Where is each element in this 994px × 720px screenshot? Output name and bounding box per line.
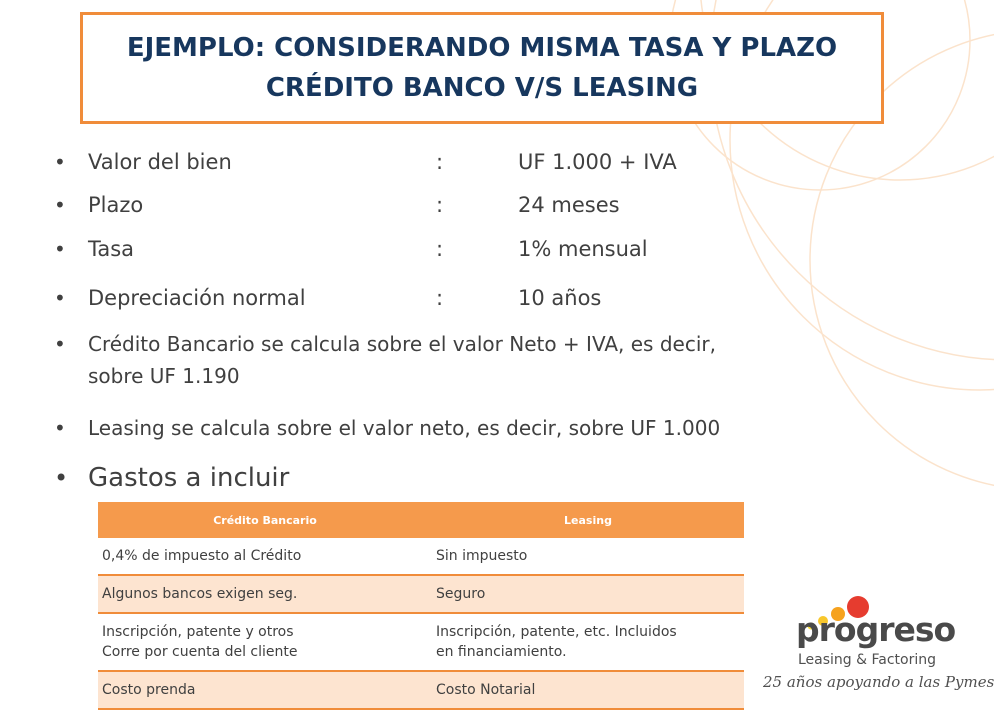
detail-value: 10 años — [518, 286, 602, 310]
title-line-2: CRÉDITO BANCO V/S LEASING — [265, 73, 699, 103]
cell-text: Algunos bancos exigen seg. — [102, 586, 298, 602]
detail-item-depreciacion — [50, 284, 601, 312]
gastos-table — [98, 502, 744, 710]
detail-item-plazo — [50, 191, 620, 219]
table-cell — [98, 575, 432, 613]
table-row — [98, 538, 744, 575]
detail-separator: : — [436, 286, 444, 310]
title-line-1: EJEMPLO: CONSIDERANDO MISMA TASA Y PLAZO — [126, 33, 838, 63]
table-cell — [98, 613, 432, 671]
cell-text: Costo prenda — [102, 682, 196, 698]
title-box — [80, 12, 884, 124]
detail-separator: : — [436, 193, 444, 217]
bullet-icon: • — [54, 237, 66, 261]
table-row — [98, 575, 744, 613]
logo-subtitle: Leasing & Factoring — [798, 652, 937, 668]
detail-separator: : — [436, 150, 444, 174]
bullet-icon: • — [54, 193, 66, 217]
detail-value: 24 meses — [518, 193, 620, 217]
detail-separator: : — [436, 237, 444, 261]
table-header-row — [98, 502, 744, 538]
cell-text: Inscripción, patente, etc. Incluidos — [436, 624, 677, 640]
table-cell — [432, 613, 744, 671]
logo-name: progreso — [796, 610, 956, 649]
detail-value: UF 1.000 + IVA — [518, 150, 677, 174]
cell-text: Inscripción, patente y otros — [102, 624, 294, 640]
header-leasing: Leasing — [432, 502, 744, 538]
note-leasing — [50, 414, 968, 442]
table-cell — [98, 538, 432, 575]
cell-text: Seguro — [436, 586, 486, 602]
detail-item-tasa — [50, 235, 648, 263]
note-line: Crédito Bancario se calcula sobre el valor Neto + IVA, es decir, — [88, 332, 716, 356]
bullet-icon: • — [54, 416, 66, 440]
detail-label: Plazo — [88, 193, 144, 217]
bullet-icon: • — [54, 332, 66, 356]
header-credito: Crédito Bancario — [98, 502, 432, 538]
detail-label: Depreciación normal — [88, 286, 306, 310]
table-row — [98, 671, 744, 709]
cell-text: 0,4% de impuesto al Crédito — [102, 548, 302, 564]
detail-label: Valor del bien — [88, 150, 232, 174]
cell-text: Corre por cuenta del cliente — [102, 644, 298, 660]
cell-text: Sin impuesto — [436, 548, 528, 564]
cell-text: en financiamiento. — [436, 644, 567, 660]
table-cell — [432, 538, 744, 575]
table-cell — [432, 671, 744, 709]
detail-label: Tasa — [88, 237, 135, 261]
bullet-icon: • — [54, 286, 66, 310]
table-cell — [98, 671, 432, 709]
note-gastos — [50, 462, 688, 494]
note-credito-bancario — [50, 330, 968, 390]
table-row — [98, 613, 744, 671]
table-cell — [432, 575, 744, 613]
gastos-heading: Gastos a incluir — [88, 463, 290, 493]
bullet-icon: • — [54, 150, 66, 174]
cell-text: Costo Notarial — [436, 682, 536, 698]
note-line: sobre UF 1.190 — [88, 364, 240, 388]
detail-value: 1% mensual — [518, 237, 648, 261]
progreso-logo — [758, 595, 994, 705]
logo-tagline: 25 años apoyando a las Pymes — [763, 673, 994, 691]
bullet-icon: • — [54, 464, 69, 492]
note-line: Leasing se calcula sobre el valor neto, es decir, sobre UF 1.000 — [88, 416, 721, 440]
detail-item-valor — [50, 148, 677, 176]
